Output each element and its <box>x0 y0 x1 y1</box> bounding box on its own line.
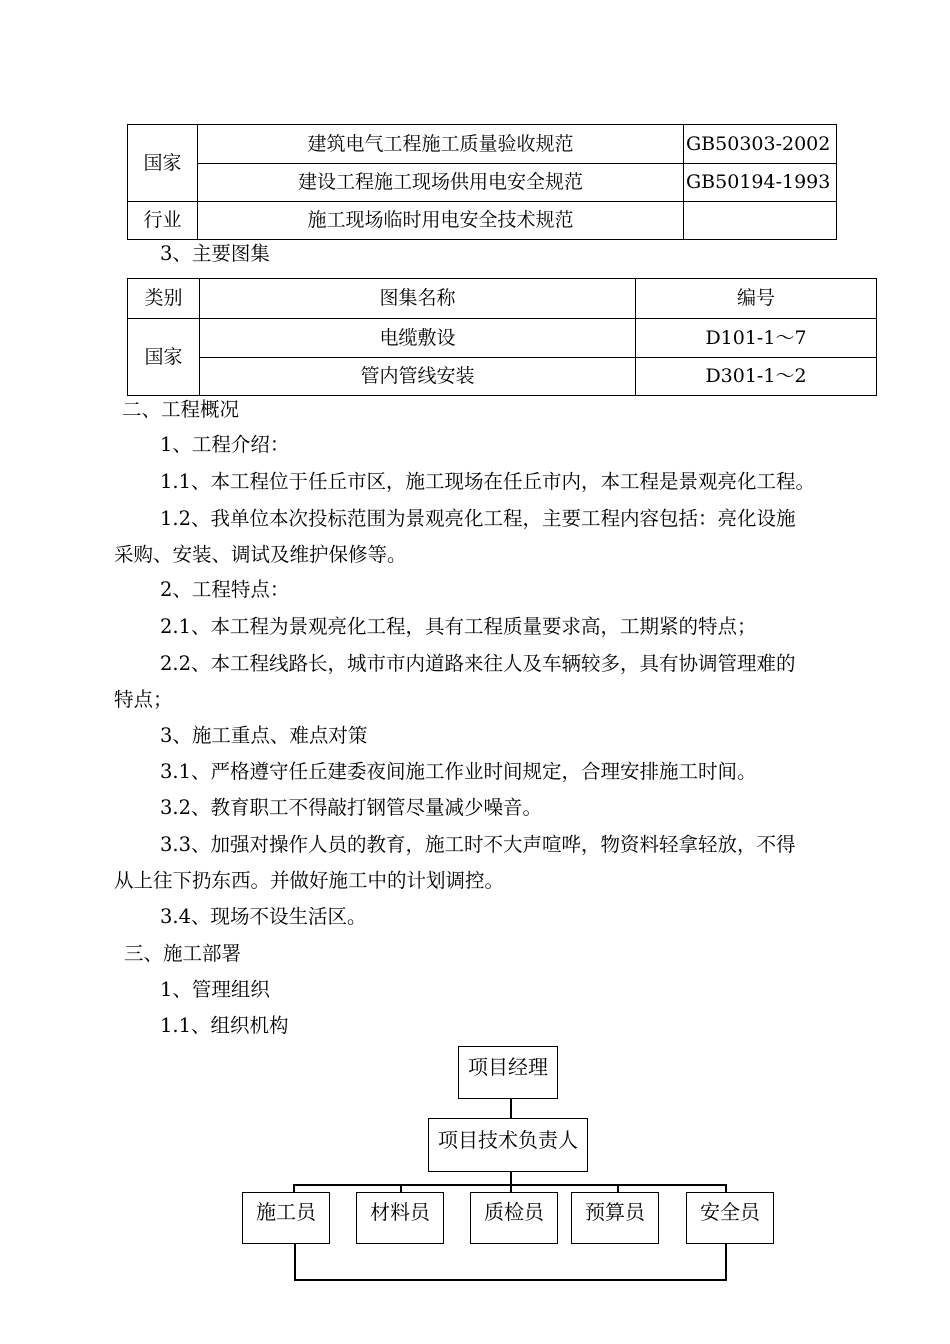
org-box-manager: 项目经理 <box>458 1046 558 1099</box>
paragraph: 2.2、本工程线路长，城市市内道路来往人及车辆较多，具有协调管理难的 <box>160 652 796 675</box>
paragraph-continued: 特点； <box>114 688 173 711</box>
standard-name-cell: 建筑电气工程施工质量验收规范 <box>198 125 684 164</box>
paragraph: 2.1、本工程为景观亮化工程，具有工程质量要求高，工期紧的特点； <box>160 615 757 638</box>
section-heading: 三、施工部署 <box>124 942 242 965</box>
atlas-table <box>127 278 877 396</box>
header-category: 类别 <box>128 279 200 319</box>
category-cell: 行业 <box>128 202 198 240</box>
atlas-code-cell: D301-1～2 <box>636 358 877 396</box>
subsection-heading: 1、管理组织 <box>160 978 270 1001</box>
section-heading: 二、工程概况 <box>122 398 240 421</box>
paragraph: 1.2、我单位本次投标范围为景观亮化工程，主要工程内容包括：亮化设施 <box>160 507 796 530</box>
standards-table <box>127 124 837 240</box>
subsection-heading: 2、工程特点： <box>160 578 290 601</box>
subsection-heading: 1.1、组织机构 <box>160 1014 289 1037</box>
org-box-member: 预算员 <box>571 1192 659 1244</box>
org-box-tech-lead: 项目技术负责人 <box>428 1118 588 1172</box>
paragraph-continued: 从上往下扔东西。并做好施工中的计划调控。 <box>114 869 505 892</box>
atlas-name-cell: 管内管线安装 <box>200 358 636 396</box>
category-cell: 国家 <box>128 125 198 202</box>
standard-name-cell: 建设工程施工现场供用电安全规范 <box>198 164 684 202</box>
connector-line <box>294 1242 296 1280</box>
paragraph: 3.1、严格遵守任丘建委夜间施工作业时间规定，合理安排施工时间。 <box>160 760 757 783</box>
connector-line <box>725 1242 727 1280</box>
atlas-heading: 3、主要图集 <box>160 242 270 265</box>
header-code: 编号 <box>636 279 877 319</box>
paragraph: 3.4、现场不设生活区。 <box>160 905 367 928</box>
atlas-code-cell: D101-1～7 <box>636 319 877 358</box>
header-name: 图集名称 <box>200 279 636 319</box>
standard-code-cell <box>684 202 837 240</box>
connector-line <box>294 1279 727 1281</box>
paragraph-continued: 采购、安装、调试及维护保修等。 <box>114 543 407 566</box>
paragraph: 3.2、教育职工不得敲打钢管尽量减少噪音。 <box>160 796 543 819</box>
subsection-heading: 1、工程介绍： <box>160 433 290 456</box>
standard-code-cell: GB50303-2002 <box>684 125 837 164</box>
paragraph: 3.3、加强对操作人员的教育，施工时不大声喧哗，物资料轻拿轻放，不得 <box>160 833 796 856</box>
atlas-name-cell: 电缆敷设 <box>200 319 636 358</box>
org-box-member: 质检员 <box>470 1192 558 1244</box>
subsection-heading: 3、施工重点、难点对策 <box>160 724 368 747</box>
paragraph: 1.1、本工程位于任丘市区，施工现场在任丘市内，本工程是景观亮化工程。 <box>160 470 816 493</box>
category-cell: 国家 <box>128 319 200 396</box>
connector-line <box>510 1098 512 1120</box>
connector-line <box>510 1170 512 1185</box>
standard-name-cell: 施工现场临时用电安全技术规范 <box>198 202 684 240</box>
org-box-member: 材料员 <box>356 1192 444 1244</box>
standard-code-cell: GB50194-1993 <box>684 164 837 202</box>
org-box-member: 安全员 <box>686 1192 774 1244</box>
org-box-member: 施工员 <box>242 1192 330 1244</box>
